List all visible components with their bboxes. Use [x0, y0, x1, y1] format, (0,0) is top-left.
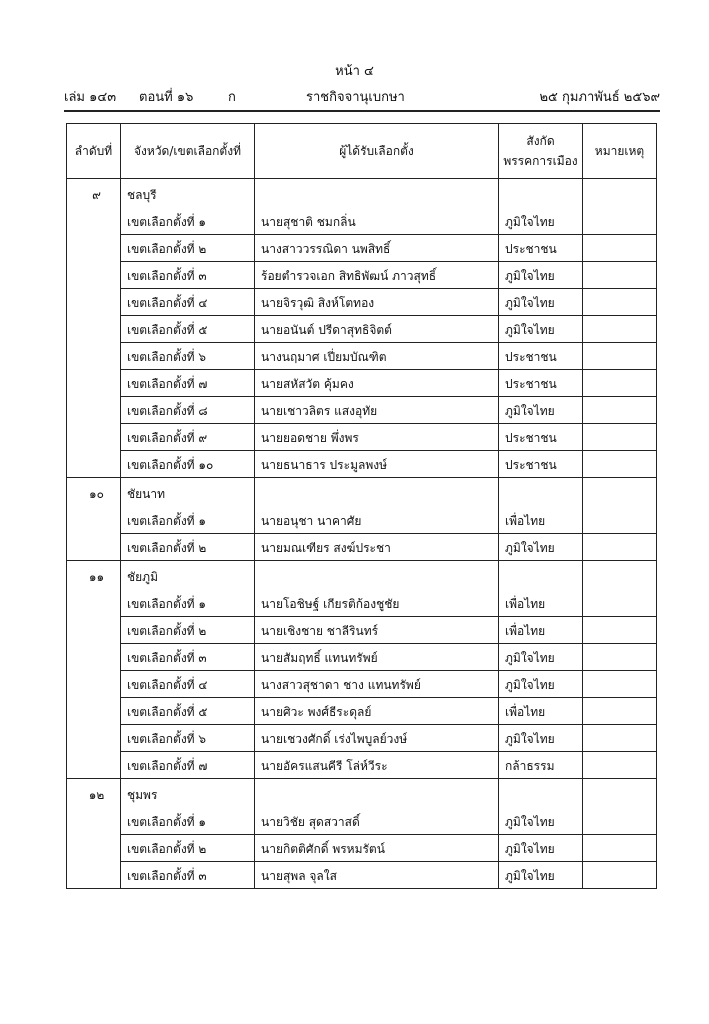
- col-header-province: จังหวัด/เขตเลือกตั้งที่: [121, 124, 255, 179]
- candidate-name: นายวิชัย สุดสวาสดิ์: [255, 808, 499, 835]
- table-body: [67, 179, 657, 889]
- table-row: [67, 644, 657, 671]
- candidate-name: นายเชาวลิตร แสงอุทัย: [255, 397, 499, 424]
- order-cell: [67, 397, 121, 424]
- candidate-name: นายสุพล จุลใส: [255, 862, 499, 889]
- candidate-name: นางสาวสุชาดา ชาง แทนทรัพย์: [255, 671, 499, 698]
- party-name: กล้าธรรม: [499, 752, 583, 779]
- district-cell: เขตเลือกตั้งที่ ๕: [121, 698, 255, 725]
- candidate-name: นายโอชิษฐ์ เกียรติก้องชูชัย: [255, 590, 499, 617]
- candidate-name: นายธนาธาร ประมูลพงษ์: [255, 451, 499, 478]
- province-row: [67, 779, 657, 809]
- province-row: [67, 478, 657, 508]
- remarks-cell: [583, 370, 657, 397]
- col-header-party: [499, 124, 583, 179]
- district-cell: เขตเลือกตั้งที่ ๘: [121, 397, 255, 424]
- part-label: ก: [228, 90, 236, 105]
- order-cell: [67, 808, 121, 835]
- remarks-cell: [583, 644, 657, 671]
- party-name: ประชาชน: [499, 451, 583, 478]
- province-row: [67, 179, 657, 209]
- order-cell: [67, 424, 121, 451]
- district-cell: เขตเลือกตั้งที่ ๕: [121, 316, 255, 343]
- candidate-name: ร้อยตำรวจเอก สิทธิพัฒน์ ภาวสุทธิ์: [255, 262, 499, 289]
- district-cell: เขตเลือกตั้งที่ ๒: [121, 235, 255, 262]
- candidate-cell: [255, 561, 499, 591]
- province-name: ชัยภูมิ: [121, 561, 255, 591]
- remarks-cell: [583, 862, 657, 889]
- order-cell: [67, 289, 121, 316]
- page-number: หน้า ๔: [335, 64, 374, 79]
- table-row: [67, 671, 657, 698]
- candidate-name: นายจิรวุฒิ สิงห์โตทอง: [255, 289, 499, 316]
- remarks-cell: [583, 725, 657, 752]
- remarks-cell: [583, 179, 657, 209]
- publication-date: ๒๕ กุมภาพันธ์ ๒๕๖๙: [539, 90, 660, 105]
- candidate-name: นายอัครแสนคีรี โล่ห์วีระ: [255, 752, 499, 779]
- candidate-name: นายสหัสวัต คุ้มคง: [255, 370, 499, 397]
- party-cell: [499, 179, 583, 209]
- order-cell: [67, 507, 121, 534]
- party-name: ภูมิใจไทย: [499, 262, 583, 289]
- table-row: [67, 208, 657, 235]
- district-cell: เขตเลือกตั้งที่ ๙: [121, 424, 255, 451]
- col-header-remarks: หมายเหตุ: [583, 124, 657, 179]
- election-results-table: [66, 123, 657, 889]
- table-row: [67, 262, 657, 289]
- district-cell: เขตเลือกตั้งที่ ๗: [121, 752, 255, 779]
- remarks-cell: [583, 451, 657, 478]
- party-name: ภูมิใจไทย: [499, 316, 583, 343]
- order-cell: [67, 644, 121, 671]
- party-name: ภูมิใจไทย: [499, 397, 583, 424]
- order-cell: [67, 534, 121, 561]
- remarks-cell: [583, 534, 657, 561]
- order-cell: [67, 698, 121, 725]
- order-number: ๑๐: [67, 478, 121, 508]
- order-cell: [67, 725, 121, 752]
- col-header-party-line2: พรรคการเมือง: [503, 154, 578, 168]
- district-cell: เขตเลือกตั้งที่ ๔: [121, 289, 255, 316]
- district-cell: เขตเลือกตั้งที่ ๒: [121, 534, 255, 561]
- remarks-cell: [583, 835, 657, 862]
- remarks-cell: [583, 289, 657, 316]
- province-name: ชุมพร: [121, 779, 255, 809]
- table-row: [67, 316, 657, 343]
- table-row: [67, 752, 657, 779]
- district-cell: เขตเลือกตั้งที่ ๓: [121, 262, 255, 289]
- remarks-cell: [583, 590, 657, 617]
- party-name: ประชาชน: [499, 424, 583, 451]
- order-cell: [67, 590, 121, 617]
- volume-label: เล่ม ๑๔๓: [64, 90, 117, 105]
- remarks-cell: [583, 343, 657, 370]
- candidate-cell: [255, 179, 499, 209]
- party-name: ประชาชน: [499, 235, 583, 262]
- candidate-name: นายอนันต์ ปรีดาสุทธิจิตต์: [255, 316, 499, 343]
- district-cell: เขตเลือกตั้งที่ ๔: [121, 671, 255, 698]
- candidate-name: นายยอดชาย พึ่งพร: [255, 424, 499, 451]
- order-cell: [67, 671, 121, 698]
- table-row: [67, 534, 657, 561]
- district-cell: เขตเลือกตั้งที่ ๑๐: [121, 451, 255, 478]
- order-number: ๙: [67, 179, 121, 209]
- remarks-cell: [583, 507, 657, 534]
- district-cell: เขตเลือกตั้งที่ ๗: [121, 370, 255, 397]
- party-name: เพื่อไทย: [499, 698, 583, 725]
- party-name: ภูมิใจไทย: [499, 208, 583, 235]
- party-cell: [499, 561, 583, 591]
- candidate-name: นายกิตติศักดิ์ พรหมรัตน์: [255, 835, 499, 862]
- table-row: [67, 397, 657, 424]
- party-name: ภูมิใจไทย: [499, 725, 583, 752]
- remarks-cell: [583, 561, 657, 591]
- order-cell: [67, 835, 121, 862]
- party-name: เพื่อไทย: [499, 507, 583, 534]
- district-cell: เขตเลือกตั้งที่ ๑: [121, 590, 255, 617]
- table-header-row: [67, 124, 657, 179]
- province-row: [67, 561, 657, 591]
- remarks-cell: [583, 617, 657, 644]
- order-number: ๑๑: [67, 561, 121, 591]
- table-row: [67, 424, 657, 451]
- order-cell: [67, 617, 121, 644]
- party-cell: [499, 478, 583, 508]
- order-number: ๑๒: [67, 779, 121, 809]
- order-cell: [67, 235, 121, 262]
- candidate-name: นางสาววรรณิดา นพสิทธิ์: [255, 235, 499, 262]
- candidate-cell: [255, 478, 499, 508]
- party-cell: [499, 779, 583, 809]
- province-name: ชลบุรี: [121, 179, 255, 209]
- party-name: ภูมิใจไทย: [499, 862, 583, 889]
- district-cell: เขตเลือกตั้งที่ ๑: [121, 507, 255, 534]
- candidate-name: นายสัมฤทธิ์ แทนทรัพย์: [255, 644, 499, 671]
- order-cell: [67, 451, 121, 478]
- remarks-cell: [583, 779, 657, 809]
- table-row: [67, 617, 657, 644]
- table-row: [67, 725, 657, 752]
- table-row: [67, 451, 657, 478]
- table-row: [67, 862, 657, 889]
- party-name: ภูมิใจไทย: [499, 289, 583, 316]
- order-cell: [67, 208, 121, 235]
- remarks-cell: [583, 698, 657, 725]
- party-name: ประชาชน: [499, 370, 583, 397]
- district-cell: เขตเลือกตั้งที่ ๖: [121, 343, 255, 370]
- party-name: เพื่อไทย: [499, 590, 583, 617]
- party-name: ภูมิใจไทย: [499, 534, 583, 561]
- table-row: [67, 289, 657, 316]
- table-row: [67, 835, 657, 862]
- order-cell: [67, 316, 121, 343]
- order-cell: [67, 862, 121, 889]
- province-name: ชัยนาท: [121, 478, 255, 508]
- district-cell: เขตเลือกตั้งที่ ๒: [121, 617, 255, 644]
- party-name: ประชาชน: [499, 343, 583, 370]
- district-cell: เขตเลือกตั้งที่ ๒: [121, 835, 255, 862]
- district-cell: เขตเลือกตั้งที่ ๓: [121, 644, 255, 671]
- order-cell: [67, 343, 121, 370]
- candidate-cell: [255, 779, 499, 809]
- table-row: [67, 343, 657, 370]
- header-rule: [64, 110, 660, 112]
- table-row: [67, 507, 657, 534]
- party-name: เพื่อไทย: [499, 617, 583, 644]
- remarks-cell: [583, 671, 657, 698]
- table-row: [67, 590, 657, 617]
- section-label: ตอนที่ ๑๖: [139, 90, 194, 105]
- district-cell: เขตเลือกตั้งที่ ๖: [121, 725, 255, 752]
- remarks-cell: [583, 316, 657, 343]
- order-cell: [67, 370, 121, 397]
- party-name: ภูมิใจไทย: [499, 644, 583, 671]
- party-name: ภูมิใจไทย: [499, 835, 583, 862]
- district-cell: เขตเลือกตั้งที่ ๓: [121, 862, 255, 889]
- gazette-title: ราชกิจจานุเบกษา: [306, 90, 405, 105]
- table-row: [67, 808, 657, 835]
- remarks-cell: [583, 424, 657, 451]
- table-row: [67, 370, 657, 397]
- remarks-cell: [583, 397, 657, 424]
- table-row: [67, 698, 657, 725]
- remarks-cell: [583, 235, 657, 262]
- candidate-name: นายสุชาติ ชมกลิ่น: [255, 208, 499, 235]
- gazette-header: [64, 86, 660, 106]
- table-row: [67, 235, 657, 262]
- remarks-cell: [583, 808, 657, 835]
- candidate-name: นายเชิงชาย ชาลีรินทร์: [255, 617, 499, 644]
- candidate-name: นางนฤมาศ เปี่ยมบัณฑิต: [255, 343, 499, 370]
- party-name: ภูมิใจไทย: [499, 671, 583, 698]
- remarks-cell: [583, 262, 657, 289]
- candidate-name: นายมณเฑียร สงฆ์ประชา: [255, 534, 499, 561]
- order-cell: [67, 752, 121, 779]
- col-header-order: ลำดับที่: [67, 124, 121, 179]
- col-header-candidate: ผู้ได้รับเลือกตั้ง: [255, 124, 499, 179]
- remarks-cell: [583, 478, 657, 508]
- candidate-name: นายศิวะ พงศ์ธีระดุลย์: [255, 698, 499, 725]
- order-cell: [67, 262, 121, 289]
- district-cell: เขตเลือกตั้งที่ ๑: [121, 808, 255, 835]
- party-name: ภูมิใจไทย: [499, 808, 583, 835]
- col-header-party-line1: สังกัด: [526, 134, 555, 148]
- remarks-cell: [583, 752, 657, 779]
- candidate-name: นายอนุชา นาคาศัย: [255, 507, 499, 534]
- remarks-cell: [583, 208, 657, 235]
- candidate-name: นายเชวงศักดิ์ เร่งไพบูลย์วงษ์: [255, 725, 499, 752]
- district-cell: เขตเลือกตั้งที่ ๑: [121, 208, 255, 235]
